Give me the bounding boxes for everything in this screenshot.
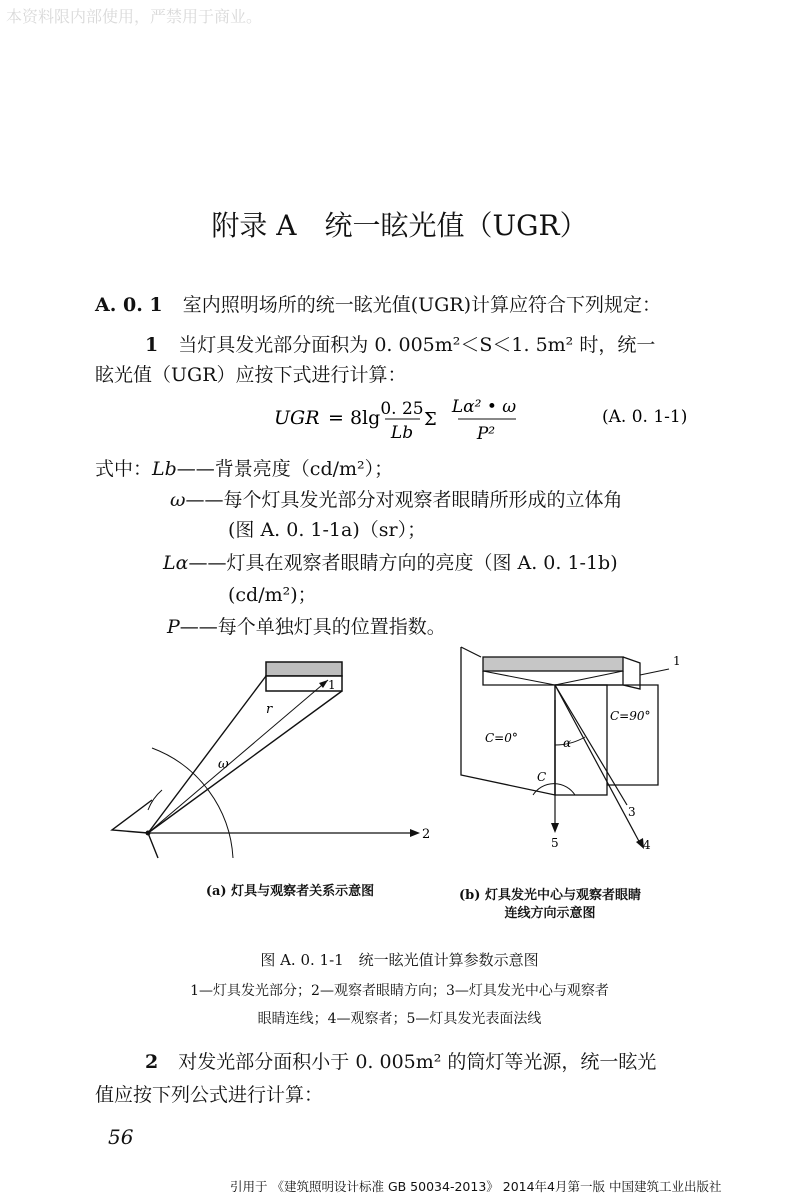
item2-line1: [145, 1047, 656, 1074]
def-la-text: ——灯具在观察者眼睛方向的亮度（图 A. 0. 1-1b): [188, 552, 618, 574]
def-p-text: ——每个单独灯具的位置指数。: [179, 616, 446, 638]
label-a-omega: ω: [218, 757, 229, 772]
label-b-c90: C=90°: [610, 709, 651, 723]
def-omega-text: ——每个灯具发光部分对观察者眼睛所形成的立体角: [185, 489, 623, 511]
appendix-title: 附录 A 统一眩光值（UGR）: [211, 209, 588, 242]
label-b-3: 3: [628, 805, 636, 819]
subcaption-b-line2: 连线方向示意图: [504, 906, 596, 921]
luminaire-shaded: [266, 662, 342, 676]
def-omega-symbol: ω: [170, 489, 186, 511]
formula-den1: Lb: [390, 423, 414, 443]
def-lb: [95, 454, 393, 481]
eye-arc: [148, 790, 162, 810]
page-number: 56: [108, 1125, 134, 1149]
plane-top-edge: [461, 647, 481, 657]
formula-num2: Lα² • ω: [451, 397, 517, 417]
luminaire-b-shaded: [483, 657, 623, 671]
c-arc: [533, 784, 575, 795]
ugr-formula: [272, 392, 712, 446]
def-p-symbol: P: [167, 616, 180, 638]
view-direction-arrow: [410, 829, 420, 837]
formula-number: (A. 0. 1-1): [602, 407, 688, 427]
diag-left: [483, 671, 555, 685]
def-lb-symbol: Lb: [152, 458, 177, 480]
formula-eq: = 8lg: [328, 407, 381, 429]
subcaption-b-line1: (b) 灯具发光中心与观察者眼睛: [459, 888, 641, 903]
leader-1: [640, 669, 669, 675]
label-a-r: r: [266, 702, 273, 717]
figure-a-diagram: [100, 650, 445, 865]
label-a-2: 2: [422, 827, 431, 842]
clause-text: 室内照明场所的统一眩光值(UGR)计算应符合下列规定：: [182, 294, 662, 316]
def-la-symbol: Lα: [163, 552, 189, 574]
ray-lower: [148, 691, 342, 833]
ray-r: [148, 680, 328, 833]
watermark: 本资料限内部使用，严禁用于商业。: [6, 7, 263, 26]
def-omega: [170, 485, 623, 512]
clause-line: [95, 290, 661, 317]
item2-number: 2: [145, 1051, 159, 1073]
figure-legend-2: 眼睛连线；4—观察者；5—灯具发光表面法线: [257, 1011, 542, 1027]
def-lb-text: ——背景亮度（cd/m²）；: [176, 458, 394, 480]
def-la-line2: (cd/m²)；: [228, 584, 317, 606]
formula-den2: P²: [476, 424, 496, 444]
figure-caption: 图 A. 0. 1-1 统一眩光值计算参数示意图: [260, 951, 539, 969]
formula-lhs: UGR: [274, 407, 320, 429]
subcaption-a: (a) 灯具与观察者关系示意图: [205, 884, 375, 899]
label-b-alpha: α: [563, 736, 572, 750]
def-la: [163, 548, 618, 575]
arrow-5: [551, 823, 559, 833]
item1-text: 当灯具发光部分面积为 0. 005m²＜S＜1. 5m² 时，统一: [178, 334, 656, 356]
label-b-4: 4: [643, 838, 651, 852]
item1-line1: [145, 330, 655, 357]
diag-right: [555, 671, 623, 685]
def-omega-line2: (图 A. 0. 1-1a)（sr）；: [228, 519, 427, 541]
label-b-1: 1: [673, 654, 681, 668]
clause-number: A. 0. 1: [95, 294, 163, 316]
label-b-c: C: [537, 770, 547, 784]
def-p: [167, 612, 446, 639]
def-intro: 式中：: [95, 458, 153, 480]
item2-line2: 值应按下列公式进行计算：: [95, 1084, 324, 1106]
label-b-c0: C=0°: [485, 731, 518, 745]
label-a-1: 1: [328, 678, 336, 692]
item1-number: 1: [145, 334, 159, 356]
formula-num1: 0. 25: [380, 399, 424, 419]
footer-citation: 引用于 《建筑照明设计标准 GB 50034-2013》 2014年4月第一版 中国建筑工业出版社: [230, 1179, 722, 1194]
figure-legend-1: 1—灯具发光部分；2—观察者眼睛方向；3—灯具发光中心与观察者: [190, 983, 609, 999]
figure-b-diagram: [455, 645, 695, 860]
formula-sum: Σ: [424, 409, 437, 430]
label-b-5: 5: [551, 836, 559, 850]
item2-text: 对发光部分面积小于 0. 005m² 的筒灯等光源，统一眩光: [178, 1051, 657, 1073]
item1-line2: 眩光值（UGR）应按下式进行计算：: [95, 364, 407, 386]
